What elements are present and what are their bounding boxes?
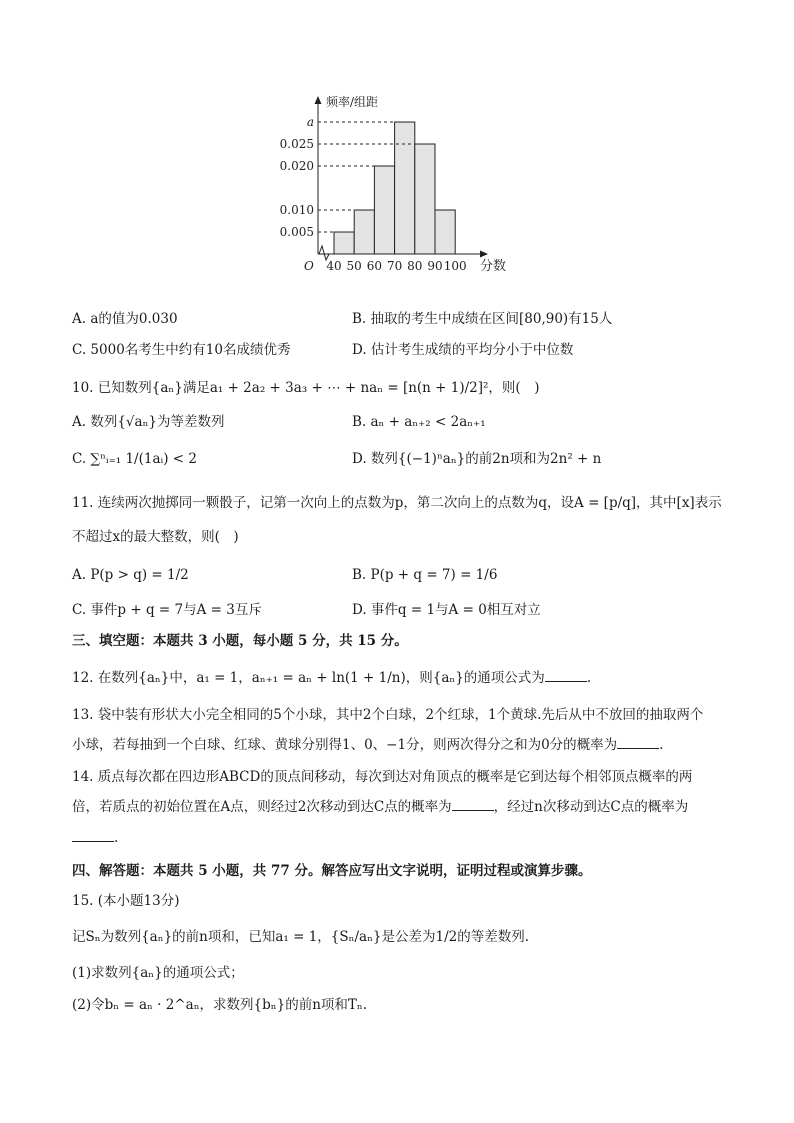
- q12-stem: [72, 667, 591, 688]
- histogram-bar-60-70: [374, 166, 394, 254]
- x-axis-arrow: [480, 251, 488, 258]
- x-tick-label: 50: [346, 259, 362, 273]
- q13-line2: [72, 734, 663, 755]
- q15-part1: (1)求数列{aₙ}的通项公式；: [72, 965, 244, 981]
- answer-blank: [545, 667, 587, 682]
- histogram-bar-50-60: [354, 210, 374, 254]
- q10-stem: 10. 已知数列{aₙ}满足a₁ + 2a₂ + 3a₃ + ⋯ + naₙ = [n(n + 1)/2]²，则( ): [72, 380, 540, 396]
- q10-option-d: D. 数列{(−1)ⁿaₙ}的前2n项和为2n² + n: [352, 451, 602, 467]
- q15-heading: 15. (本小题13分): [72, 893, 180, 909]
- y-tick-label: 0.010: [279, 203, 314, 217]
- q14-line2: [72, 796, 688, 817]
- q11-option-d: D. 事件q = 1与A = 0相互对立: [352, 602, 541, 618]
- section-4-heading: 四、解答题：本题共 5 小题，共 77 分。解答应写出文字说明，证明过程或演算步骤。: [72, 863, 592, 879]
- y-tick-label: a: [306, 115, 314, 129]
- q9-option-a: A. a的值为0.030: [72, 311, 178, 327]
- x-tick-label: 70: [386, 259, 403, 273]
- q13-text: 小球，若每抽到一个白球、红球、黄球分别得1、0、−1分，则两次得分之和为0分的概率为: [72, 737, 618, 753]
- origin-label: O: [304, 259, 314, 273]
- q11-option-a: A. P(p > q) = 1/2: [72, 567, 189, 583]
- histogram-bar-80-90: [415, 144, 435, 254]
- q9-option-c: C. 5000名考生中约有10名成绩优秀: [72, 342, 291, 358]
- answer-blank: [617, 734, 659, 749]
- x-tick-label: 100: [443, 259, 467, 273]
- y-tick-label: 0.020: [279, 159, 314, 173]
- q11-stem-line1: 11. 连续两次抛掷同一颗骰子，记第一次向上的点数为p，第二次向上的点数为q，设A = [p/q]，其中[x]表示: [72, 495, 722, 511]
- histogram-bar-90-100: [435, 210, 455, 254]
- y-tick-label: 0.005: [279, 225, 314, 239]
- q10-option-c: C. ∑ⁿᵢ₌₁ 1/(1aᵢ) < 2: [72, 451, 197, 467]
- q13-line1: 13. 袋中装有形状大小完全相同的5个小球，其中2个白球，2个红球，1个黄球.先后从中不放回的抽取两个: [72, 707, 704, 723]
- q11-option-c: C. 事件p + q = 7与A = 3互斥: [72, 602, 262, 618]
- section-3-heading: 三、填空题：本题共 3 小题，每小题 5 分，共 15 分。: [72, 633, 408, 649]
- q14-text-b: ，经过n次移动到达C点的概率为: [493, 799, 689, 815]
- x-tick-label: 90: [427, 259, 443, 273]
- q14-text-a: 倍，若质点的初始位置在A点，则经过2次移动到达C点的概率为: [72, 799, 452, 815]
- q15-stem: 记Sₙ为数列{aₙ}的前n项和，已知a₁ = 1，{Sₙ/aₙ}是公差为1/2的等差数列.: [72, 929, 530, 945]
- q12-text: 12. 在数列{aₙ}中，a₁ = 1，aₙ₊₁ = aₙ + ln(1 + 1/n)，则{aₙ}的通项公式为: [72, 670, 545, 686]
- q11-stem-line2: 不超过x的最大整数，则( ): [72, 529, 239, 545]
- x-tick-label: 80: [407, 259, 423, 273]
- q10-option-b: B. aₙ + aₙ₊₂ < 2aₙ₊₁: [352, 414, 486, 430]
- answer-blank: [452, 796, 494, 811]
- q12-end: .: [586, 670, 592, 686]
- y-axis-title: 频率/组距: [326, 95, 379, 109]
- q13-end: .: [659, 737, 664, 753]
- q11-option-b: B. P(p + q = 7) = 1/6: [352, 567, 498, 583]
- answer-blank: [72, 827, 114, 842]
- y-tick-label: 0.025: [279, 137, 314, 151]
- q9-option-b: B. 抽取的考生中成绩在区间[80,90)有15人: [352, 311, 613, 327]
- x-tick-label: 40: [326, 259, 342, 273]
- q9-option-d: D. 估计考生成绩的平均分小于中位数: [352, 342, 574, 358]
- histogram-chart: [270, 88, 530, 280]
- x-axis-title: 分数: [480, 259, 507, 274]
- q14-end: .: [114, 830, 119, 846]
- q10-option-a: A. 数列{√aₙ}为等差数列: [72, 414, 225, 430]
- q15-part2: (2)令bₙ = aₙ · 2^aₙ，求数列{bₙ}的前n项和Tₙ.: [72, 997, 368, 1013]
- axis-break-mark: [319, 246, 329, 260]
- x-tick-label: 60: [366, 259, 383, 273]
- histogram-bar-70-80: [395, 122, 415, 254]
- histogram-bar-40-50: [334, 232, 354, 254]
- y-axis-arrow: [315, 96, 322, 104]
- q14-line1: 14. 质点每次都在四边形ABCD的顶点间移动，每次到达对角顶点的概率是它到达每个相邻顶点概率的两: [72, 769, 693, 785]
- q14-line3: [72, 827, 118, 848]
